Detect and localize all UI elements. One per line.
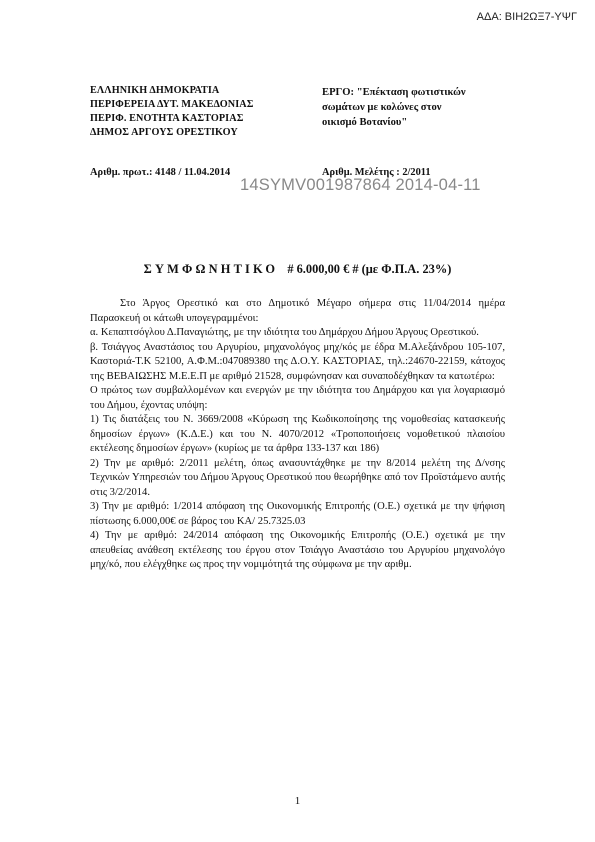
project-line: ΕΡΓΟ: "Επέκταση φωτιστικών — [322, 87, 466, 98]
project-header — [322, 85, 466, 130]
title-main: ΣΥΜΦΩΝΗΤΙΚΟ — [143, 262, 279, 276]
body-paragraph: Στο Άργος Ορεστικό και στο Δημοτικό Μέγαρο σήμερα στις 11/04/2014 ημέρα Παρασκευή οι κάτωθι υπογεγραμμένοι: — [90, 298, 505, 324]
body-paragraph: 3) Την με αριθμό: 1/2014 απόφαση της Οικονομικής Επιτροπής (Ο.Ε.) σχετικά με την ψήφιση πίστωσης 6.000,00€ σε βάρος του ΚΑ/ 25.7325.03 — [90, 501, 505, 527]
page-number: 1 — [294, 795, 301, 807]
body-paragraph: β. Τσιάγγος Αναστάσιος του Αργυρίου, μηχανολόγος μηχ/κός με έδρα Μ.Αλεξάνδρου 105-107, Καστοριά-Τ.Κ 52100, Α.Φ.Μ.:047089380 της Δ.Ο.Υ. ΚΑΣΤΟΡΙΑΣ, τηλ.:24670-22159, κάτοχος της ΒΕΒΑΙΩΣΗΣ Μ.Ε.Ε.Π με αριθμό 21528, συμφώνησαν και συναποδέχθηκαν τα κατωτέρω: — [90, 341, 505, 382]
authority-header — [90, 84, 253, 140]
project-line: σωμάτων με κολώνες στον — [322, 102, 442, 113]
header-line: ΠΕΡΙΦ. ΕΝΟΤΗΤΑ ΚΑΣΤΟΡΙΑΣ — [90, 113, 244, 124]
title-amount: # 6.000,00 € # (με Φ.Π.Α. 23%) — [287, 262, 452, 276]
project-line: οικισμό Βοτανίου" — [322, 117, 408, 128]
body-paragraph: Ο πρώτος των συμβαλλομένων και ενεργών με την ιδιότητα του Δημάρχου και για λογαριασμό του Δήμου, έχοντας υπόψη: — [90, 385, 505, 411]
header-line: ΠΕΡΙΦΕΡΕΙΑ ΔΥΤ. ΜΑΚΕΔΟΝΙΑΣ — [90, 99, 254, 110]
body-paragraph: 2) Την με αριθμό: 2/2011 μελέτη, όπως ανασυντάχθηκε με την 8/2014 μελέτη της Δ/νσης Τεχνικών Υπηρεσιών του Δήμου Άργους Ορεστικού που θεωρήθηκε από τον Προϊστάμενο αυτής στις 3/2/2014. — [90, 457, 505, 498]
study-number: Αριθμ. Μελέτης : 2/2011 — [322, 167, 431, 178]
protocol-number: Αριθμ. πρωτ.: 4148 / 11.04.2014 — [90, 167, 231, 178]
header-line: ΔΗΜΟΣ ΑΡΓΟΥΣ ΟΡΕΣΤΙΚΟΥ — [90, 127, 238, 138]
header-line: ΕΛΛΗΝΙΚΗ ΔΗΜΟΚΡΑΤΙΑ — [90, 85, 220, 96]
registry-stamp: 14SYMV001987864 2014-04-11 — [240, 176, 481, 194]
body-paragraph: 4) Την με αριθμό: 24/2014 απόφαση της Οικονομικής Επιτροπής (Ο.Ε.) σχετικά με την απευθείας ανάθεση εκτέλεσης του έργου στον Τσιάγγο Αναστάσιο του Αργυρίου μηχανολόγο μηχ/κό, που ελέγχθηκε ως προς την νομιμότητά της σύμφωνα με την αριθμ. — [90, 530, 505, 570]
ada-identifier: ΑΔΑ: ΒΙΗ2ΩΞ7-ΥΨΓ — [476, 11, 577, 23]
document-body — [90, 297, 505, 573]
document-title — [0, 262, 595, 277]
body-paragraph: 1) Τις διατάξεις του Ν. 3669/2008 «Κύρωση της Κωδικοποίησης της νομοθεσίας κατασκευής δημοσίων έργων» (Κ.Δ.Ε.) και του Ν. 4070/2012 «Τροποποιήσεις νομοθετικού πλαισίου εκτέλεσης δημοσίων έργων» (κυρίως με τα άρθρα 133-137 και 186) — [90, 414, 505, 454]
body-paragraph: α. Κεπαπτσόγλου Δ.Παναγιώτης, με την ιδιότητα του Δημάρχου Δήμου Άργους Ορεστικού. — [90, 327, 479, 338]
